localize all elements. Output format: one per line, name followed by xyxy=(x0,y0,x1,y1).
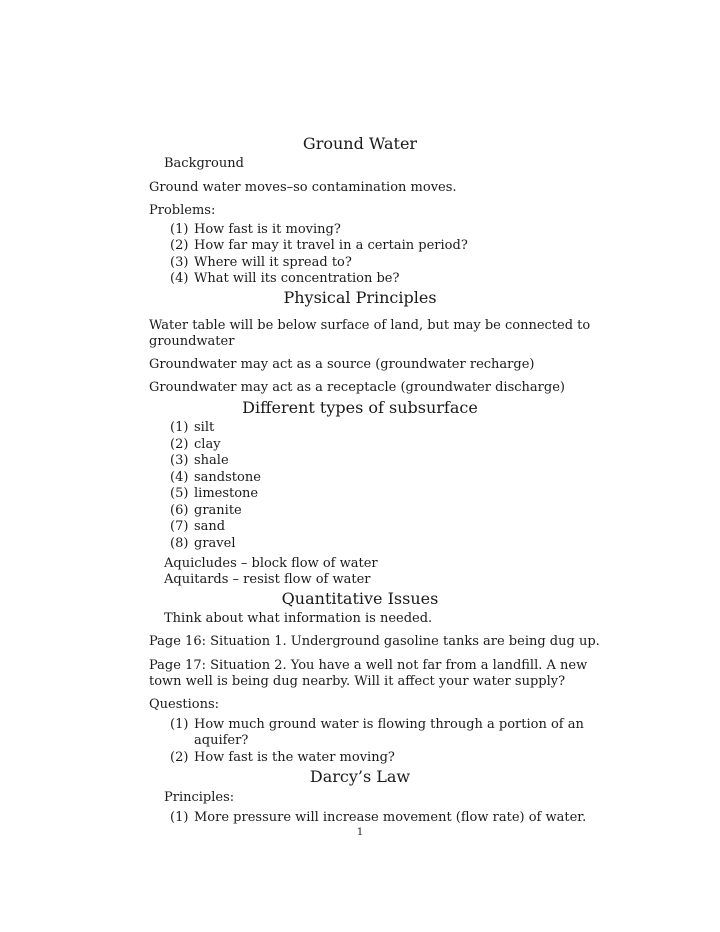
list-item-number: (4) xyxy=(170,470,189,485)
background-label: Background xyxy=(164,156,244,171)
list-item-number: (6) xyxy=(170,503,189,518)
list-item-number: (8) xyxy=(170,536,189,551)
section-heading-darcy: Darcy’s Law xyxy=(309,767,411,786)
list-item-number: (5) xyxy=(170,486,189,501)
list-item: How much ground water is flowing through a portion of an xyxy=(194,717,584,732)
list-item: How fast is it moving? xyxy=(194,222,341,237)
section-heading-quantitative: Quantitative Issues xyxy=(281,589,439,608)
section-heading-physical: Physical Principles xyxy=(283,288,437,307)
list-item: shale xyxy=(194,453,229,468)
questions-label: Questions: xyxy=(149,697,220,712)
list-item: How far may it travel in a certain period? xyxy=(194,238,468,253)
list-item-number: (2) xyxy=(170,437,189,452)
aquitards-line: Aquitards – resist flow of water xyxy=(164,572,371,587)
paragraph: Groundwater may act as a receptacle (groundwater discharge) xyxy=(149,380,565,395)
list-item: granite xyxy=(194,503,242,518)
paragraph: Page 16: Situation 1. Underground gasoline tanks are being dug up. xyxy=(149,634,600,649)
paragraph: Think about what information is needed. xyxy=(164,611,433,626)
list-item-continuation: aquifer? xyxy=(194,733,249,748)
list-item: How fast is the water moving? xyxy=(194,750,395,765)
paragraph: Page 17: Situation 2. You have a well not far from a landfill. A new xyxy=(149,658,588,673)
paragraph: groundwater xyxy=(149,334,235,349)
list-item: gravel xyxy=(194,536,236,551)
list-item-number: (1) xyxy=(170,810,189,825)
paragraph: Water table will be below surface of land, but may be connected to xyxy=(149,318,591,333)
problems-label: Problems: xyxy=(149,203,216,218)
list-item: clay xyxy=(194,437,221,452)
list-item-number: (4) xyxy=(170,271,189,286)
list-item-number: (7) xyxy=(170,519,189,534)
list-item: silt xyxy=(194,420,215,435)
page-title: Ground Water xyxy=(302,134,418,153)
list-item: What will its concentration be? xyxy=(194,271,400,286)
list-item: sand xyxy=(194,519,226,534)
list-item-number: (1) xyxy=(170,717,189,732)
list-item: More pressure will increase movement (flow rate) of water. xyxy=(194,810,587,825)
principles-label: Principles: xyxy=(164,790,235,805)
section-heading-subsurface: Different types of subsurface xyxy=(242,398,478,417)
list-item-number: (2) xyxy=(170,750,189,765)
list-item-number: (3) xyxy=(170,255,189,270)
aquicludes-line: Aquicludes – block flow of water xyxy=(164,556,378,571)
paragraph: town well is being dug nearby. Will it affect your water supply? xyxy=(149,674,566,689)
list-item-number: (1) xyxy=(170,222,189,237)
intro-paragraph: Ground water moves–so contamination moves. xyxy=(149,180,457,195)
paragraph: Groundwater may act as a source (groundwater recharge) xyxy=(149,357,535,372)
list-item-number: (2) xyxy=(170,238,189,253)
list-item-number: (3) xyxy=(170,453,189,468)
list-item: Where will it spread to? xyxy=(194,255,352,270)
page-number: 1 xyxy=(356,827,364,838)
list-item-number: (1) xyxy=(170,420,189,435)
list-item: limestone xyxy=(194,486,259,501)
list-item: sandstone xyxy=(194,470,261,485)
